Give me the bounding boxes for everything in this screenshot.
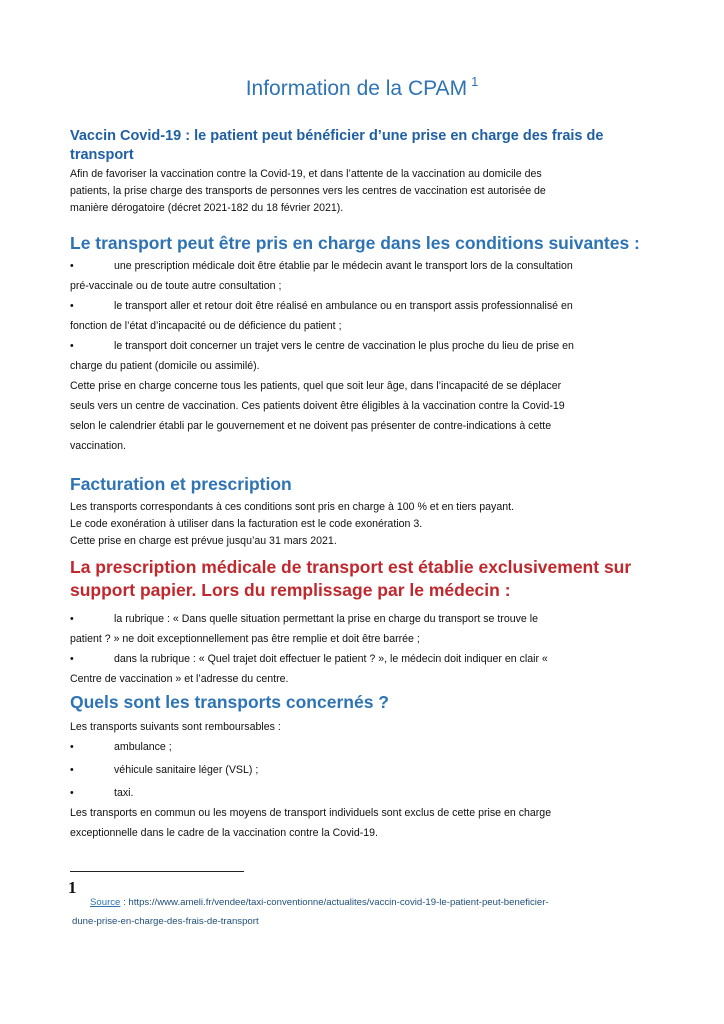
heading-line: La prescription médicale de transport est établie exclusivement sur [70,557,632,577]
footnote-text [72,893,672,931]
list-item [70,336,656,376]
list-item [70,649,656,689]
bullet-icon: • [70,340,74,352]
paragraph-line: patients, la prise charge des transports de personnes vers les centres de vaccination est autorisée de [70,185,546,197]
footnote-divider [70,871,244,872]
list-item-label: véhicule sanitaire léger (VSL) ; [114,764,259,776]
bullet-text-continued: Centre de vaccination » et l’adresse du centre. [70,673,289,685]
footnote-ref[interactable]: 1 [471,74,479,89]
billing-heading: Facturation et prescription [70,474,292,494]
conditions-paragraph [70,376,656,456]
page-title [0,74,724,101]
list-item [70,256,656,296]
bullet-icon: • [70,653,74,665]
paragraph-line: exceptionnelle dans le cadre de la vaccination contre la Covid-19. [70,827,378,839]
transports-heading: Quels sont les transports concernés ? [70,692,389,712]
list-item [70,296,656,336]
paragraph-line: Cette prise en charge est prévue jusqu’au 31 mars 2021. [70,535,337,547]
footnote-url-continued[interactable]: dune-prise-en-charge-des-frais-de-transport [72,916,259,927]
bullet-icon: • [70,764,74,776]
paragraph-line: Les transports en commun ou les moyens de transport individuels sont exclus de cette prise en charge [70,807,552,819]
list-item [70,785,133,802]
bullet-text: une prescription médicale doit être établie par le médecin avant le transport lors de la consultation [114,260,573,272]
list-item [70,762,258,779]
heading-line: support papier. Lors du remplissage par le médecin : [70,580,511,600]
billing-paragraph [70,499,660,550]
prescription-heading [70,556,670,602]
footnote-number: 1 [68,878,77,897]
list-item [70,739,172,756]
paragraph-line: Les transports correspondants à ces conditions sont pris en charge à 100 % et en tiers payant. [70,501,515,513]
bullet-text-continued: charge du patient (domicile ou assimilé). [70,360,260,372]
conditions-heading: Le transport peut être pris en charge dans les conditions suivantes : [70,233,640,253]
transports-paragraph [70,803,656,843]
bullet-text-continued: patient ? » ne doit exceptionnellement pas être remplie et doit être barrée ; [70,633,420,645]
bullet-text: le transport doit concerner un trajet vers le centre de vaccination le plus proche du lieu de prise en [114,340,574,352]
paragraph-line: Cette prise en charge concerne tous les patients, quel que soit leur âge, dans l’incapacité de se déplacer [70,380,562,392]
bullet-text: le transport aller et retour doit être réalisé en ambulance ou en transport assis professionnalisé en [114,300,573,312]
title-text: Information de la CPAM [245,77,468,100]
bullet-icon: • [70,300,74,312]
footnote-url[interactable]: : https://www.ameli.fr/vendee/taxi-conventionne/actualites/vaccin-covid-19-le-patient-peut-beneficier- [120,897,549,908]
section-vaccin-paragraph [70,166,660,217]
bullet-text-continued: fonction de l’état d’incapacité ou de déficience du patient ; [70,320,342,332]
paragraph-line: selon le calendrier établi par le gouvernement et ne doivent pas présenter de contre-indications à cette [70,420,552,432]
paragraph-line: Afin de favoriser la vaccination contre la Covid-19, et dans l’attente de la vaccination au domicile des [70,168,542,180]
paragraph-line: seuls vers un centre de vaccination. Ces patients doivent être éligibles à la vaccination contre la Covid-19 [70,400,565,412]
bullet-icon: • [70,260,74,272]
transports-intro: Les transports suivants sont remboursables : [70,721,281,733]
list-item-label: ambulance ; [114,741,172,753]
bullet-icon: • [70,787,74,799]
bullet-text-continued: pré-vaccinale ou de toute autre consultation ; [70,280,282,292]
section-vaccin-heading: Vaccin Covid-19 : le patient peut bénéficier d’une prise en charge des frais de transport [70,128,604,163]
list-item [70,609,656,649]
paragraph-line: manière dérogatoire (décret 2021-182 du 18 février 2021). [70,202,344,214]
bullet-text: dans la rubrique : « Quel trajet doit effectuer le patient ? », le médecin doit indiquer en clair « [114,653,548,665]
bullet-icon: • [70,741,74,753]
list-item-label: taxi. [114,787,134,799]
bullet-icon: • [70,613,74,625]
bullet-text: la rubrique : « Dans quelle situation permettant la prise en charge du transport se trouve le [114,613,538,625]
source-link[interactable]: Source [90,897,121,908]
paragraph-line: vaccination. [70,440,126,452]
paragraph-line: Le code exonération à utiliser dans la facturation est le code exonération 3. [70,518,423,530]
